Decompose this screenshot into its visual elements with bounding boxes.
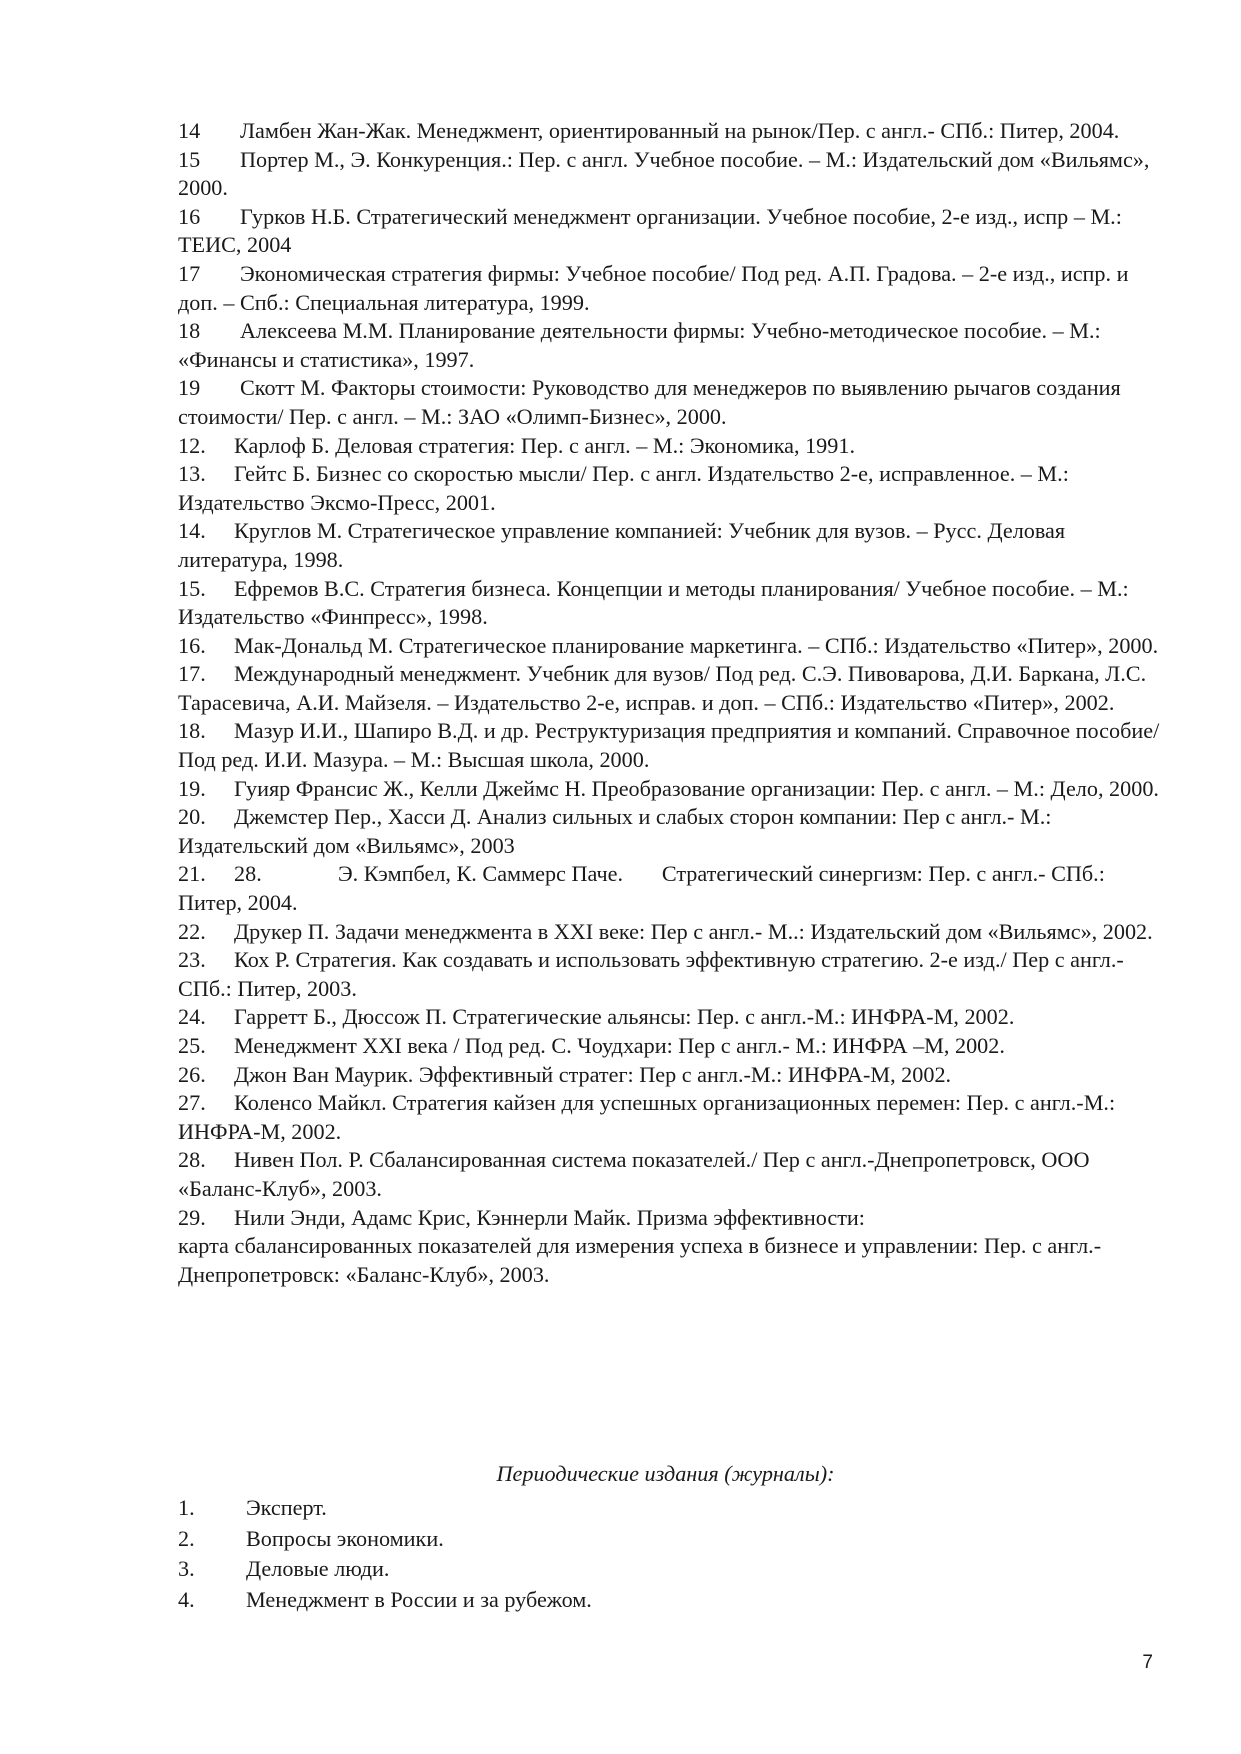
reference-text: Кох Р. Стратегия. Как создавать и использовать эффективную стратегию. 2-е изд./ Пер с англ.- СПб.: Питер, 2003.: [178, 947, 1124, 1001]
periodical-title: Менеджмент в России и за рубежом.: [246, 1586, 592, 1612]
reference-text: Мак-Дональд М. Стратегическое планирование маркетинга. – СПб.: Издательство «Питер», 2000.: [234, 632, 1159, 658]
periodical-title: Деловые люди.: [246, 1556, 390, 1581]
periodical-item: [178, 1524, 1078, 1555]
reference-text: Международный менеджмент. Учебник для вузов/ Под ред. С.Э. Пивоварова, Д.И. Баркана, Л.С. Тарасевича, А.И. Майзеля. – Издательство 2-е, исправ. и доп. – СПб.: Издательство «Питер», 2002.: [178, 661, 1147, 715]
reference-text: Гуияр Франсис Ж., Келли Джеймс Н. Преобразование организации: Пер. с англ. – М.: Дело, 2000.: [234, 775, 1159, 801]
reference-number: 17.: [178, 661, 206, 687]
reference-item: [178, 517, 1168, 574]
reference-text: Ламбен Жан-Жак. Менеджмент, ориентированный на рынок/Пер. с англ.- СПб.: Питер, 2004.: [240, 118, 1120, 143]
periodicals-heading: Периодические издания (журналы):: [496, 1461, 835, 1486]
reference-inner-number: 28.: [234, 861, 262, 887]
reference-continuation: карта сбалансированных показателей для измерения успеха в бизнесе и управлении: Пер. с англ.-Днепропетровск: «Баланс-Клуб», 2003.: [178, 1233, 1102, 1287]
reference-item: [178, 260, 1168, 317]
reference-number: 15.: [178, 575, 206, 601]
reference-item: [178, 1061, 1168, 1090]
reference-item: [178, 1146, 1168, 1203]
reference-text: Гарретт Б., Дюссож П. Стратегические альянсы: Пер. с англ.-М.: ИНФРА-М, 2002.: [234, 1004, 1015, 1030]
reference-item: [178, 660, 1168, 717]
reference-number: 29.: [178, 1204, 206, 1230]
reference-item: [178, 146, 1168, 203]
reference-item: [178, 575, 1168, 632]
periodicals-list: [178, 1493, 1078, 1615]
reference-item: [178, 1204, 1168, 1290]
reference-number: 18: [178, 318, 201, 344]
reference-number: 21.: [178, 861, 206, 887]
reference-number: 16.: [178, 632, 206, 658]
reference-item: [178, 1032, 1168, 1061]
reference-number: 16: [178, 203, 201, 229]
reference-item: [178, 317, 1168, 374]
reference-item: [178, 717, 1168, 774]
reference-number: 22.: [178, 918, 206, 944]
periodical-number: 1.: [178, 1495, 195, 1520]
page-number: 7: [1142, 1652, 1153, 1673]
reference-number: 26.: [178, 1061, 206, 1087]
reference-text: Джемстер Пер., Хасси Д. Анализ сильных и слабых сторон компании: Пер с англ.- М.: Издательский дом «Вильямс», 2003: [178, 804, 1052, 858]
reference-text: Гейтс Б. Бизнес со скоростью мысли/ Пер. с англ. Издательство 2-е, исправленное. – М.: Издательство Эксмо-Пресс, 2001.: [178, 461, 1069, 515]
reference-number: 13.: [178, 461, 206, 487]
periodical-title: Вопросы экономики.: [246, 1525, 444, 1551]
reference-item: [178, 946, 1168, 1003]
reference-text: Джон Ван Маурик. Эффективный стратег: Пер с англ.-М.: ИНФРА-М, 2002.: [234, 1061, 952, 1087]
reference-text: Круглов М. Стратегическое управление компанией: Учебник для вузов. – Русс. Деловая литература, 1998.: [178, 518, 1066, 572]
reference-number: 19: [178, 375, 201, 401]
reference-number: 12.: [178, 432, 206, 458]
reference-text: Коленсо Майкл. Стратегия кайзен для успешных организационных перемен: Пер. с англ.-М.: ИНФРА-М, 2002.: [178, 1090, 1116, 1144]
reference-text: Ефремов В.С. Стратегия бизнеса. Концепции и методы планирования/ Учебное пособие. – М.: Издательство «Финпресс», 1998.: [178, 575, 1129, 630]
reference-number: 27.: [178, 1090, 206, 1116]
reference-item: [178, 374, 1168, 431]
reference-number: 15: [178, 146, 201, 172]
reference-item: [178, 632, 1168, 661]
periodical-number: 2.: [178, 1525, 195, 1551]
reference-text: Экономическая стратегия фирмы: Учебное пособие/ Под ред. А.П. Градова. – 2-е изд., испр. и доп. – Спб.: Специальная литература, 1999.: [178, 260, 1129, 315]
reference-item: [178, 1089, 1168, 1146]
periodical-number: 3.: [178, 1556, 195, 1581]
periodical-item: [178, 1493, 1078, 1524]
reference-item: [178, 117, 1168, 146]
periodical-number: 4.: [178, 1586, 195, 1612]
reference-text: Друкер П. Задачи менеджмента в XXI веке: Пер с англ.- М..: Издательский дом «Вильямс», 2002.: [234, 918, 1153, 944]
reference-text: Мазур И.И., Шапиро В.Д. и др. Реструктуризация предприятия и компаний. Справочное пособие/ Под ред. И.И. Мазура. – М.: Высшая школа, 2000.: [178, 718, 1160, 773]
reference-text: Нивен Пол. Р. Сбалансированная система показателей./ Пер с англ.-Днепропетровск, ООО «Баланс-Клуб», 2003.: [178, 1147, 1090, 1201]
reference-text: Портер М., Э. Конкуренция.: Пер. с англ. Учебное пособие. – М.: Издательский дом «Вильямс», 2000.: [178, 146, 1150, 201]
reference-list: [178, 117, 1168, 1289]
periodical-title: Эксперт.: [246, 1495, 327, 1520]
reference-number: 25.: [178, 1033, 206, 1058]
reference-number: 24.: [178, 1004, 206, 1030]
reference-item: [178, 918, 1168, 947]
reference-text: Алексеева М.М. Планирование деятельности фирмы: Учебно-методическое пособие. – М.: «Финансы и статистика», 1997.: [178, 318, 1101, 372]
reference-number: 14: [178, 118, 201, 143]
reference-item: [178, 775, 1168, 804]
reference-number: 28.: [178, 1147, 206, 1173]
reference-text: Гурков Н.Б. Стратегический менеджмент организации. Учебное пособие, 2-е изд., испр – М.: ТЕИС, 2004: [178, 203, 1122, 258]
reference-item: [178, 860, 1168, 917]
reference-text: Скотт М. Факторы стоимости: Руководство для менеджеров по выявлению рычагов создания стоимости/ Пер. с англ. – М.: ЗАО «Олимп-Бизнес», 2000.: [178, 375, 1121, 429]
reference-number: 23.: [178, 947, 206, 973]
reference-item: [178, 803, 1168, 860]
reference-item: [178, 203, 1168, 260]
reference-number: 20.: [178, 804, 206, 830]
reference-text: Менеджмент XXI века / Под ред. С. Чоудхари: Пер с англ.- М.: ИНФРА –М, 2002.: [234, 1033, 1005, 1058]
reference-number: 14.: [178, 518, 206, 544]
reference-number: 17: [178, 260, 201, 286]
periodical-item: [178, 1585, 1078, 1616]
reference-number: 18.: [178, 718, 206, 744]
reference-text: Карлоф Б. Деловая стратегия: Пер. с англ. – М.: Экономика, 1991.: [234, 432, 855, 458]
reference-item: [178, 460, 1168, 517]
reference-number: 19.: [178, 775, 206, 801]
reference-item: [178, 1003, 1168, 1032]
periodical-item: [178, 1554, 1078, 1585]
reference-text: Э. Кэмпбел, К. Саммерс Паче. Стратегический синергизм: Пер. с англ.- СПб.: Питер, 2004.: [178, 861, 1111, 916]
reference-item: [178, 432, 1168, 461]
reference-text: Нили Энди, Адамс Крис, Кэннерли Майк. Призма эффективности:: [234, 1204, 865, 1230]
